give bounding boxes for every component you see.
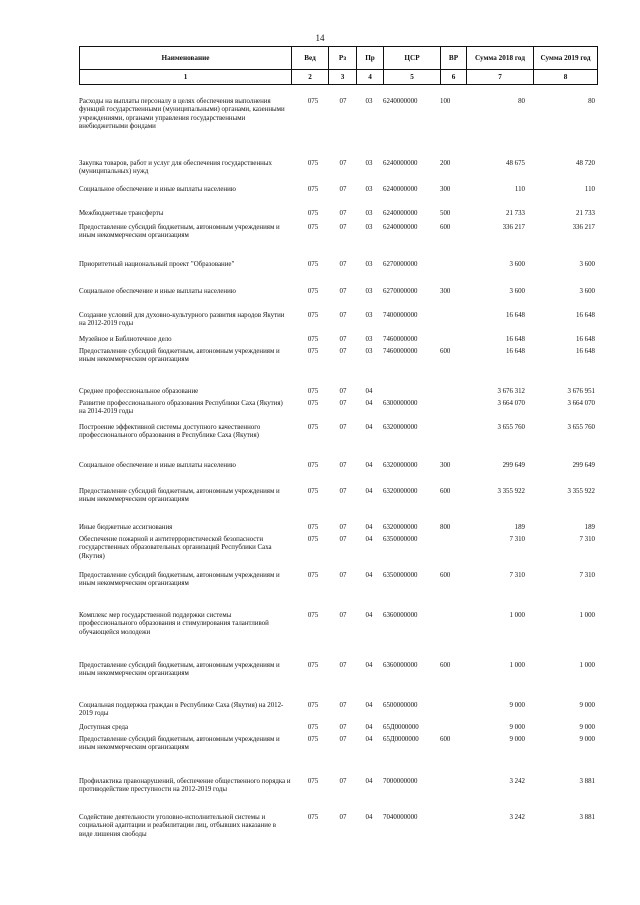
table-header (79, 46, 598, 85)
cell-s2019: 9 000 (579, 724, 595, 731)
cell-name: Расходы на выплаты персоналу в целях обеспечения выполнения функций государственными (муниципальными) органами, казенными учреждениями, органами управления государственными внебюджетными фондами (79, 98, 285, 131)
cell-csr: 65Д0000000 (383, 736, 419, 743)
cell-s2018: 16 648 (506, 312, 525, 319)
cell-s2018: 1 000 (509, 612, 525, 619)
cell-csr: 7040000000 (383, 814, 418, 821)
cell-s2019: 9 000 (579, 702, 595, 709)
cell-rz: 07 (339, 261, 347, 268)
cell-pr: 04 (365, 424, 373, 431)
cell-ved: 075 (307, 702, 319, 709)
cell-name: Социальное обеспечение и иные выплаты населению (79, 462, 236, 469)
cell-ved: 075 (307, 814, 319, 821)
cell-pr: 04 (365, 572, 373, 579)
header-name: Наименование (80, 47, 292, 70)
cell-s2018: 3 242 (509, 778, 525, 785)
cell-s2019: 299 649 (572, 462, 595, 469)
cell-pr: 03 (365, 312, 373, 319)
cell-csr: 6360000000 (383, 662, 418, 669)
cell-name: Предоставление субсидий бюджетным, автономным учреждениям и иным некоммерческим организациям (79, 572, 280, 588)
cell-s2018: 9 000 (509, 702, 525, 709)
cell-name: Предоставление субсидий бюджетным, автономным учреждениям и иным некоммерческим организациям (79, 736, 280, 752)
cell-s2018: 110 (514, 186, 525, 193)
cell-s2018: 16 648 (506, 348, 525, 355)
cell-csr: 6270000000 (383, 288, 418, 295)
cell-vr: 600 (440, 224, 451, 231)
cell-s2018: 3 355 922 (497, 488, 525, 495)
cell-rz: 07 (339, 336, 347, 343)
cell-csr: 6300000000 (383, 400, 418, 407)
cell-s2019: 1 000 (579, 662, 595, 669)
cell-s2019: 16 648 (576, 348, 595, 355)
cell-name: Построение эффективной системы доступного качественного профессионального образования в Республике Саха (Якутия) (79, 424, 261, 440)
cell-csr: 6320000000 (383, 462, 418, 469)
cell-s2018: 7 310 (509, 572, 525, 579)
cell-pr: 04 (365, 388, 373, 395)
cell-rz: 07 (339, 186, 347, 193)
cell-pr: 04 (365, 488, 373, 495)
cell-ved: 075 (307, 224, 319, 231)
header-num-2: 2 (292, 70, 329, 85)
cell-s2018: 3 600 (509, 261, 525, 268)
cell-pr: 04 (365, 524, 373, 531)
cell-ved: 075 (307, 210, 319, 217)
cell-csr: 6240000000 (383, 98, 418, 105)
cell-name: Среднее профессиональное образование (79, 388, 199, 395)
cell-vr: 300 (440, 288, 451, 295)
cell-ved: 075 (307, 778, 319, 785)
cell-rz: 07 (339, 736, 347, 743)
cell-s2019: 9 000 (579, 736, 595, 743)
cell-name: Социальная поддержка граждан в Республике Саха (Якутия) на 2012-2019 годы (79, 702, 284, 718)
cell-s2019: 7 310 (579, 572, 595, 579)
cell-csr: 7460000000 (383, 336, 418, 343)
cell-s2018: 1 000 (509, 662, 525, 669)
cell-s2018: 3 242 (509, 814, 525, 821)
cell-pr: 04 (365, 536, 373, 543)
cell-rz: 07 (339, 288, 347, 295)
cell-s2018: 9 000 (509, 724, 525, 731)
cell-pr: 03 (365, 336, 373, 343)
cell-ved: 075 (307, 572, 319, 579)
cell-name: Иные бюджетные ассигнования (79, 524, 173, 531)
cell-s2019: 1 000 (579, 612, 595, 619)
cell-vr: 600 (440, 488, 451, 495)
cell-csr: 7000000000 (383, 778, 418, 785)
cell-ved: 075 (307, 612, 319, 619)
cell-ved: 075 (307, 488, 319, 495)
cell-s2019: 3 655 760 (567, 424, 595, 431)
cell-ved: 075 (307, 400, 319, 407)
cell-s2018: 336 217 (502, 224, 525, 231)
cell-rz: 07 (339, 400, 347, 407)
cell-s2019: 336 217 (572, 224, 595, 231)
cell-ved: 075 (307, 160, 319, 167)
cell-s2019: 3 881 (579, 778, 595, 785)
cell-s2018: 9 000 (509, 736, 525, 743)
cell-vr: 600 (440, 662, 451, 669)
cell-s2019: 16 648 (576, 312, 595, 319)
cell-ved: 075 (307, 736, 319, 743)
cell-rz: 07 (339, 98, 347, 105)
cell-name: Профилактика правонарушений, обеспечение общественного порядка и противодействие преступности на 2012-2019 годы (79, 778, 291, 794)
cell-rz: 07 (339, 724, 347, 731)
cell-name: Социальное обеспечение и иные выплаты населению (79, 288, 236, 295)
cell-csr: 6320000000 (383, 424, 418, 431)
cell-vr: 500 (440, 210, 451, 217)
cell-name: Закупка товаров, работ и услуг для обеспечения государственных (муниципальных) нужд (79, 160, 272, 176)
cell-s2019: 80 (588, 98, 595, 105)
cell-name: Социальное обеспечение и иные выплаты населению (79, 186, 236, 193)
cell-s2019: 3 600 (579, 261, 595, 268)
cell-s2018: 189 (514, 524, 525, 531)
cell-ved: 075 (307, 186, 319, 193)
cell-vr: 600 (440, 348, 451, 355)
cell-rz: 07 (339, 702, 347, 709)
cell-ved: 075 (307, 336, 319, 343)
cell-ved: 075 (307, 462, 319, 469)
cell-name: Комплекс мер государственной поддержки системы профессионального образования и стимулирования талантливой обучающейся молодежи (79, 612, 269, 636)
cell-csr: 6350000000 (383, 572, 418, 579)
cell-csr: 7460000000 (383, 348, 418, 355)
cell-name: Предоставление субсидий бюджетным, автономным учреждениям и иным некоммерческим организациям (79, 348, 280, 364)
cell-s2019: 16 648 (576, 336, 595, 343)
header-num-5: 5 (384, 70, 441, 85)
cell-rz: 07 (339, 348, 347, 355)
cell-rz: 07 (339, 224, 347, 231)
cell-ved: 075 (307, 312, 319, 319)
cell-s2018: 48 675 (506, 160, 525, 167)
cell-rz: 07 (339, 388, 347, 395)
cell-rz: 07 (339, 160, 347, 167)
cell-s2018: 3 676 312 (497, 388, 525, 395)
cell-name: Предоставление субсидий бюджетным, автономным учреждениям и иным некоммерческим организациям (79, 662, 280, 678)
header-num-8: 8 (534, 70, 598, 85)
header-vr: ВР (441, 47, 467, 70)
cell-pr: 04 (365, 736, 373, 743)
cell-name: Содействие деятельности уголовно-исполнительной системы и социальной адаптации и реабилитации лиц, отбывших наказание в виде лишения свободы (79, 814, 277, 838)
cell-rz: 07 (339, 536, 347, 543)
cell-vr: 600 (440, 736, 451, 743)
cell-pr: 04 (365, 662, 373, 669)
cell-name: Обеспечение пожарной и антитеррористической безопасности государственных образовательных организаций Республики Саха (Якутия) (79, 536, 272, 560)
cell-s2018: 3 664 070 (497, 400, 525, 407)
cell-name: Создание условий для духовно-культурного развития народов Якутии на 2012-2019 годы (79, 312, 285, 328)
cell-csr: 6270000000 (383, 261, 418, 268)
cell-name: Межбюджетные трансферты (79, 210, 164, 217)
cell-ved: 075 (307, 98, 319, 105)
cell-rz: 07 (339, 612, 347, 619)
cell-s2018: 3 600 (509, 288, 525, 295)
cell-rz: 07 (339, 778, 347, 785)
cell-pr: 04 (365, 612, 373, 619)
cell-csr: 6500000000 (383, 702, 418, 709)
cell-pr: 04 (365, 400, 373, 407)
cell-csr: 6320000000 (383, 524, 418, 531)
cell-csr: 6240000000 (383, 160, 418, 167)
header-ved: Вед (292, 47, 329, 70)
cell-s2018: 16 648 (506, 336, 525, 343)
cell-s2019: 7 310 (579, 536, 595, 543)
cell-ved: 075 (307, 261, 319, 268)
cell-pr: 03 (365, 210, 373, 217)
header-num-1: 1 (80, 70, 292, 85)
cell-ved: 075 (307, 348, 319, 355)
cell-rz: 07 (339, 312, 347, 319)
cell-s2019: 110 (584, 186, 595, 193)
cell-rz: 07 (339, 424, 347, 431)
cell-s2018: 7 310 (509, 536, 525, 543)
cell-pr: 03 (365, 288, 373, 295)
cell-pr: 03 (365, 348, 373, 355)
cell-ved: 075 (307, 524, 319, 531)
cell-pr: 04 (365, 462, 373, 469)
cell-name: Приоритетный национальный проект "Образование" (79, 261, 235, 268)
cell-s2019: 3 355 922 (567, 488, 595, 495)
cell-s2018: 299 649 (502, 462, 525, 469)
cell-vr: 100 (440, 98, 451, 105)
cell-s2018: 80 (518, 98, 525, 105)
cell-s2019: 189 (584, 524, 595, 531)
cell-pr: 03 (365, 98, 373, 105)
cell-rz: 07 (339, 572, 347, 579)
cell-s2018: 3 655 760 (497, 424, 525, 431)
page-number: 14 (315, 33, 325, 43)
cell-pr: 03 (365, 186, 373, 193)
cell-s2018: 21 733 (506, 210, 525, 217)
cell-s2019: 3 664 070 (567, 400, 595, 407)
header-csr: ЦСР (384, 47, 441, 70)
cell-name: Доступная среда (79, 724, 129, 731)
cell-s2019: 21 733 (576, 210, 595, 217)
header-pr: Пр (357, 47, 384, 70)
cell-ved: 075 (307, 388, 319, 395)
cell-vr: 300 (440, 186, 451, 193)
cell-s2019: 48 720 (576, 160, 595, 167)
header-num-3: 3 (329, 70, 357, 85)
cell-csr: 6240000000 (383, 224, 418, 231)
cell-csr: 6360000000 (383, 612, 418, 619)
header-sum-2019: Сумма 2019 год (534, 47, 598, 70)
cell-name: Развитие профессионального образования Республики Саха (Якутия) на 2014-2019 годы (79, 400, 283, 416)
cell-s2019: 3 881 (579, 814, 595, 821)
cell-rz: 07 (339, 662, 347, 669)
header-rz: Рз (329, 47, 357, 70)
cell-s2019: 3 600 (579, 288, 595, 295)
cell-rz: 07 (339, 814, 347, 821)
cell-vr: 200 (440, 160, 451, 167)
cell-csr: 65Д0000000 (383, 724, 419, 731)
header-num-6: 6 (441, 70, 467, 85)
cell-pr: 03 (365, 160, 373, 167)
cell-name: Предоставление субсидий бюджетным, автономным учреждениям и иным некоммерческим организациям (79, 224, 280, 240)
cell-rz: 07 (339, 462, 347, 469)
cell-pr: 03 (365, 224, 373, 231)
header-num-4: 4 (357, 70, 384, 85)
header-sum-2018: Сумма 2018 год (467, 47, 534, 70)
cell-vr: 800 (440, 524, 451, 531)
cell-vr: 300 (440, 462, 451, 469)
cell-csr: 7400000000 (383, 312, 418, 319)
cell-vr: 600 (440, 572, 451, 579)
cell-ved: 075 (307, 288, 319, 295)
cell-pr: 04 (365, 778, 373, 785)
cell-ved: 075 (307, 424, 319, 431)
cell-ved: 075 (307, 662, 319, 669)
cell-pr: 04 (365, 724, 373, 731)
cell-pr: 04 (365, 702, 373, 709)
cell-pr: 04 (365, 814, 373, 821)
cell-ved: 075 (307, 536, 319, 543)
cell-csr: 6320000000 (383, 488, 418, 495)
cell-csr: 6240000000 (383, 210, 418, 217)
header-num-7: 7 (467, 70, 534, 85)
cell-name: Предоставление субсидий бюджетным, автономным учреждениям и иным некоммерческим организациям (79, 488, 280, 504)
cell-name: Музейное и Библиотечное дело (79, 336, 172, 343)
cell-csr: 6350000000 (383, 536, 418, 543)
cell-csr: 6240000000 (383, 186, 418, 193)
cell-ved: 075 (307, 724, 319, 731)
cell-rz: 07 (339, 524, 347, 531)
cell-rz: 07 (339, 210, 347, 217)
cell-s2019: 3 676 951 (567, 388, 595, 395)
cell-rz: 07 (339, 488, 347, 495)
cell-pr: 03 (365, 261, 373, 268)
